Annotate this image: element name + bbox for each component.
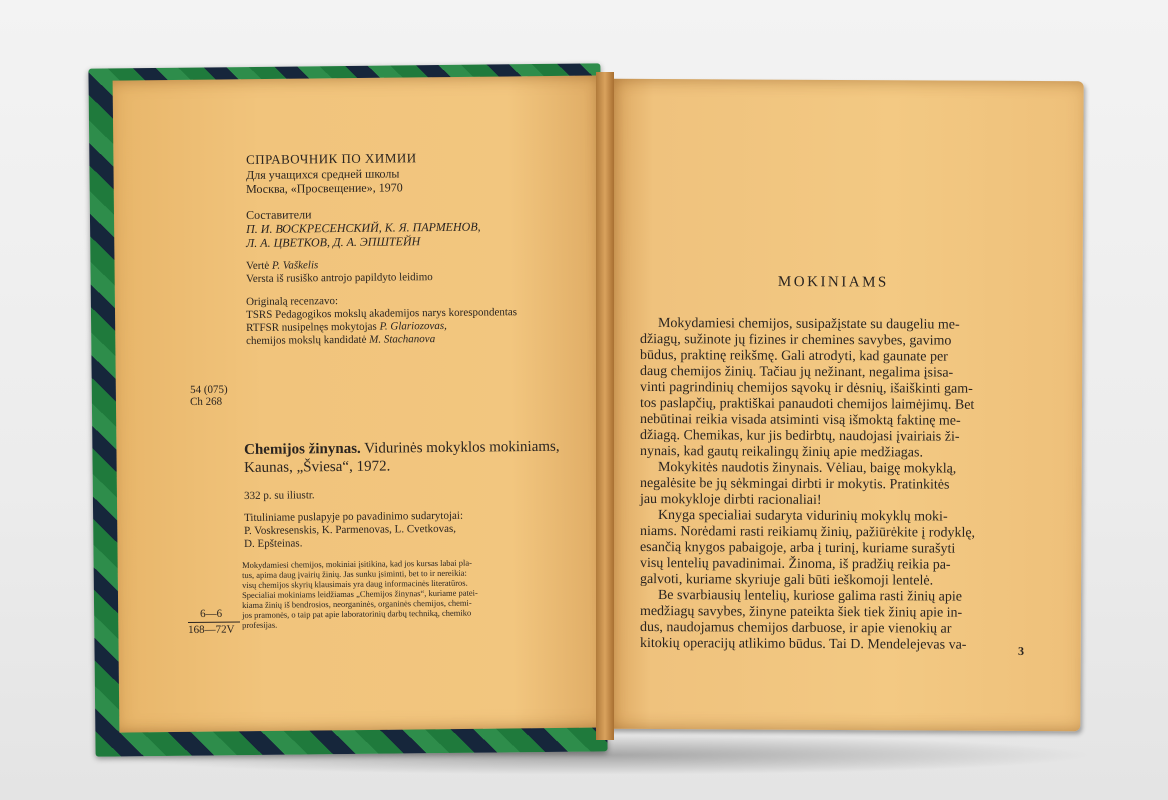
annotation-2: tus, apima daug įvairių žinių. Jas sunku įsiminti, bet to ir nereikia: bbox=[242, 567, 467, 580]
authors-lt-1: P. Voskresenskis, K. Parmenovas, L. Cvetkovas, bbox=[244, 522, 457, 537]
body-line-3: būdus, praktinę reikšmę. Gali atrodyti, kad gaunate per bbox=[639, 348, 948, 365]
body-line-20: dus, naudojamus chemijos darbuose, ir apie vienokių ar bbox=[639, 620, 952, 637]
body-line-5: vinti pagrindinių chemijos sąvokų ir dėsnių, išaiškinti gam- bbox=[639, 380, 973, 397]
book-title: Chemijos žinynas. bbox=[244, 440, 361, 458]
russian-subtitle: Для учащихся средней школы bbox=[246, 166, 400, 182]
authors-lt-2: D. Epšteinas. bbox=[244, 537, 303, 550]
translator-label: Vertė bbox=[246, 259, 270, 272]
annotation-4: Specialiai mokiniams leidžiamas „Chemijos žinynas“, kuriame patei- bbox=[242, 587, 478, 600]
reviewer-2-text: RTFSR nusipelnęs mokytojas bbox=[246, 320, 380, 334]
body-line-17: galvoti, kuriame skyriuje gali būti ieškomoji lentelė. bbox=[639, 572, 934, 589]
russian-title: СПРАВОЧНИК ПО ХИМИИ bbox=[246, 150, 417, 167]
reviewer-2-name: P. Glariozovas, bbox=[379, 319, 447, 333]
body-line-7: nebūtinai reikia visada atsiminti visą išmoktą faktinę me- bbox=[639, 412, 961, 429]
body-line-12: jau mokykloje dirbti racionaliai! bbox=[639, 492, 822, 508]
body-line-4: daug chemijos žinių. Tačiau jų nežinant, negalima įsisa- bbox=[639, 364, 954, 381]
body-line-18: Be svarbiausių lentelių, kuriose galima rasti žinių apie bbox=[657, 588, 963, 605]
page-count: 332 p. su iliustr. bbox=[244, 489, 315, 502]
page-heading: MOKINIAMS bbox=[777, 274, 889, 291]
body-line-15: esančią knygos pabaigoje, arba į turinį, kuriame surašyti bbox=[639, 540, 956, 557]
annotation-5: kiama žinių iš bendrosios, neorganinės, organinės chemijos, chemi- bbox=[242, 597, 472, 610]
translator-line bbox=[246, 259, 318, 272]
udk-code-2: Ch 268 bbox=[190, 395, 223, 408]
reviewer-label: Originalą recenzavo: bbox=[246, 295, 339, 308]
page-number: 3 bbox=[1017, 644, 1024, 659]
body-line-8: džiagą. Chemikas, kur jis bedirbtų, naudojasi įvairiais ži- bbox=[639, 428, 960, 445]
annotation-6: jos pramonės, o taip pat apie laboratorinių darbų techniką, chemiko bbox=[242, 607, 472, 620]
compilers-label: Составители bbox=[246, 207, 312, 222]
reviewer-line-1: TSRS Pedagogikos mokslų akademijos narys korespondentas bbox=[246, 306, 518, 321]
reviewer-line-2 bbox=[246, 320, 447, 334]
body-line-1: Mokydamiesi chemijos, susipažįstate su daugeliu me- bbox=[657, 316, 960, 333]
reviewer-line-3 bbox=[246, 333, 435, 347]
code-bottom: 168—72V bbox=[188, 623, 235, 636]
body-line-21: kitokių operacijų atlikimo būdus. Tai D. Mendelejevas va- bbox=[639, 636, 967, 653]
body-line-13: Knyga specialiai sudaryta vidurinių mokyklų moki- bbox=[657, 508, 948, 525]
book-title-rest: Vidurinės mokyklos mokiniams, bbox=[360, 438, 560, 457]
title-page-note: Tituliniame puslapyje po pavadinimo sudarytojai: bbox=[244, 509, 464, 524]
annotation-7: profesijas. bbox=[242, 619, 278, 630]
translator-name: P. Vaškelis bbox=[271, 259, 319, 272]
compilers-line-1: П. И. ВОСКРЕСЕНСКИЙ, К. Я. ПАРМЕНОВ, bbox=[246, 219, 481, 236]
body-line-19: medžiagų savybes, žinyne pateikta šiek tiek žinių apie in- bbox=[639, 604, 963, 621]
code-top: 6—6 bbox=[200, 607, 223, 620]
body-line-14: niams. Norėdami rasti reikiamų žinių, pažiūrėkite į rodyklę, bbox=[639, 524, 976, 541]
body-line-9: nynais, kad gautų reikalingų žinių apie medžiagas. bbox=[639, 444, 924, 461]
annotation-1: Mokydamiesi chemijos, mokiniai įsitikina, kad jos kursas labai pla- bbox=[242, 557, 473, 570]
body-line-11: negalėsite be jų sėkmingai dirbti ir mokytis. Pratinkitės bbox=[639, 476, 950, 493]
body-line-16: visų lentelių pavadinimai. Žinoma, iš pradžių reikia pa- bbox=[639, 556, 951, 573]
reviewer-3-text: chemijos mokslų kandidatė bbox=[246, 333, 370, 347]
book-spine bbox=[596, 72, 614, 740]
reviewer-3-name: M. Stachanova bbox=[369, 333, 436, 346]
compilers-line-2: Л. А. ЦВЕТКОВ, Д. А. ЭПШТЕЙН bbox=[246, 234, 421, 250]
udk-code: 54 (075) bbox=[190, 383, 228, 396]
body-line-10: Mokykitės naudotis žinynais. Vėliau, baigę mokyklą, bbox=[657, 460, 957, 477]
annotation-3: visų chemijos skyrių klausimais yra daug informacinės literatūros. bbox=[242, 577, 468, 590]
translated-from: Versta iš rusiško antrojo papildyto leidimo bbox=[246, 271, 433, 285]
book-title-line bbox=[244, 439, 560, 459]
book-place: Kaunas, „Šviesa“, 1972. bbox=[244, 458, 391, 476]
body-line-2: džiagų, sužinote jų fizines ir chemines savybes, gavimo bbox=[639, 332, 952, 349]
russian-publisher: Москва, «Просвещение», 1970 bbox=[246, 180, 403, 196]
body-line-6: tos paslapčių, praktiškai panaudoti chemijos laimėjimų. Bet bbox=[639, 396, 975, 413]
